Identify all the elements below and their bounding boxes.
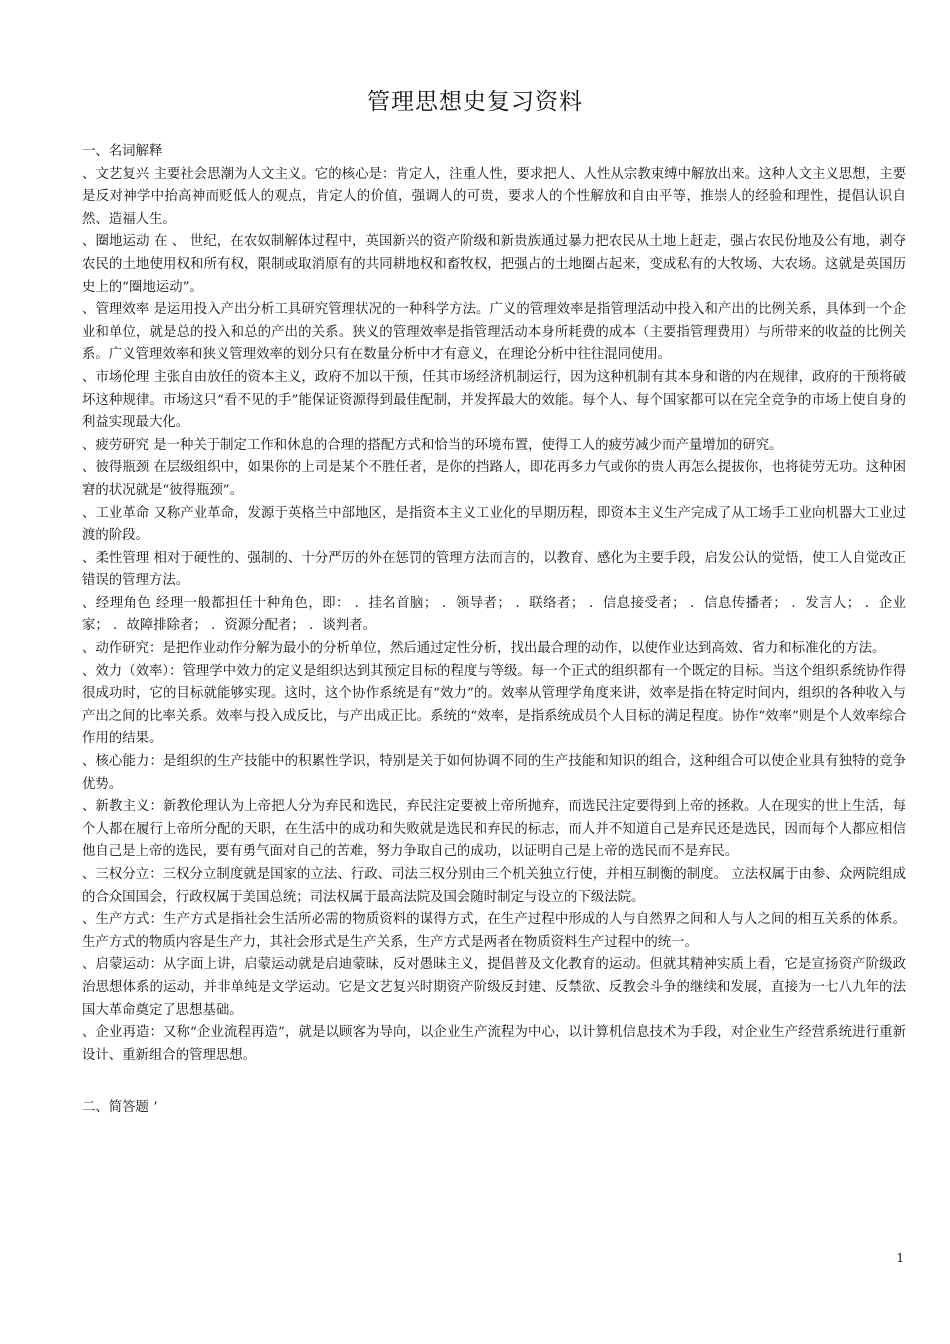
- paragraph-flexible-management: 、柔性管理 相对于硬性的、强制的、十分严厉的外在惩罚的管理方法而言的，以教育、感化为主要手段，启发公认的觉悟，使工人自觉改正错误的管理方法。: [82, 550, 906, 589]
- paragraph-enlightenment: 、启蒙运动：从字面上讲，启蒙运动就是启迪蒙昧，反对愚昧主义，提倡普及文化教育的运动。但就其精神实质上看，它是宣扬资产阶级政治思想体系的运动，并非单纯是文学运动。它是文艺复兴时期资产阶级反封建、反禁欲、反教会斗争的继续和发展，直接为一七八九年的法国大革命奠定了思想基础。: [82, 957, 906, 1018]
- paragraph-mode-of-production: 、生产方式：生产方式是指社会生活所必需的物质资料的谋得方式，在生产过程中形成的人与自然界之间和人与人之间的相互关系的体系。生产方式的物质内容是生产力，其社会形式是生产关系，生产方式是两者在物质资料生产过程中的统一。: [82, 912, 906, 950]
- section-spacer: [82, 1067, 906, 1097]
- section-heading-definitions: 一、名词解释: [82, 144, 163, 159]
- section-heading-short-answer: 二、简答题 ’: [82, 1100, 158, 1116]
- paragraph-industrial-revolution: 、工业革命 又称产业革命，发源于英格兰中部地区，是指资本主义工业化的早期历程，即资本主义生产完成了从工场手工业向机器大工业过渡的阶段。: [82, 505, 906, 544]
- paragraph-market-ethics: 、市场伦理 主张自由放任的资本主义，政府不加以干预，任其市场经济机制运行，因为这种机制有其本身和谐的内在规律，政府的干预将破坏这种规律。市场这只“看不见的手”能保证资源得到最佳配制，并发挥最大的效能。每个人、每个国家都可以在完全竞争的市场上使自身的利益实现最大化。: [82, 369, 906, 431]
- paragraph-fatigue-study: 、疲劳研究 是一种关于制定工作和休息的合理的搭配方式和恰当的环境布置，使得工人的疲劳减少而产量增加的研究。: [82, 437, 783, 453]
- paragraph-motion-study: 、动作研究：是把作业动作分解为最小的分析单位，然后通过定性分析，找出最合理的动作，以使作业达到高效、省力和标准化的方法。: [82, 641, 886, 657]
- document-body: [82, 141, 906, 1120]
- paragraph-management-efficiency: 、管理效率 是运用投入产出分析工具研究管理状况的一种科学方法。广义的管理效率是指管理活动中投入和产出的比例关系，具体到一个企业和单位，就是总的投入和总的产出的关系。狭义的管理效率是指管理活动本身所耗费的成本（主要指管理费用）与所带来的收益的比例关系。广义管理效率和狭义管理效率的划分只有在数量分析中才有意义，在理论分析中往往混同使用。: [82, 302, 906, 363]
- paragraph-peter-bottleneck: 、彼得瓶颈 在层级组织中，如果你的上司是某个不胜任者，是你的挡路人，即花再多力气或你的贵人再怎么提拔你，也将徒劳无功。这种困窘的状况就是“彼得瓶颈”。: [82, 460, 906, 498]
- paragraph-effectiveness: 、效力（效率）：管理学中效力的定义是组织达到其预定目标的程度与等级。每一个正式的组织都有一个既定的目标。当这个组织系统协作得很成功时，它的目标就能够实现。这时，这个协作系统是有“效力”的。效率从管理学角度来讲，效率是指在特定时间内，组织的各种收入与产出之间的比率关系。效率与投入成反比，与产出成正比。系统的“效率，是指系统成员个人目标的满足程度。协作“效率”则是个人效率综合作用的结果。: [82, 663, 906, 747]
- paragraph-enclosure: 、圈地运动 在 、 世纪，在农奴制解体过程中，英国新兴的资产阶级和新贵族通过暴力把农民从土地上赶走，强占农民份地及公有地，剥夺农民的土地使用权和所有权，限制或取消原有的共同耕地权和畜牧权，把强占的土地圈占起来，变成私有的大牧场、大农场。这就是英国历史上的“圈地运动”。: [82, 234, 906, 295]
- paragraph-protestantism: 、新教主义：新教伦理认为上帝把人分为弃民和选民，弃民注定要被上帝所抛弃，而选民注定要得到上帝的拯救。人在现实的世上生活，每个人都在履行上帝所分配的天职，在生活中的成功和失败就是选民和弃民的标志，而人并不知道自己是弃民还是选民，因而每个人都应相信他自己是上帝的选民，要有勇气面对自己的苦难，努力争取自己的成功，以证明自己是上帝的选民而不是弃民。: [82, 799, 906, 860]
- paragraph-separation-of-powers: 、三权分立：三权分立制度就是国家的立法、行政、司法三权分别由三个机关独立行使，并相互制衡的制度。 立法权属于由参、众两院组成的合众国国会，行政权属于美国总统；司法权属于最高法院及国会随时制定与设立的下级法院。: [82, 867, 906, 905]
- paragraph-renaissance: 、文艺复兴 主要社会思潮为人文主义。它的核心是：肯定人，注重人性，要求把人、人性从宗教束缚中解放出来。这种人文主义思想，主要是反对神学中抬高神而贬低人的观点，肯定人的价值，强调人的可贵，要求人的个性解放和自由平等，推崇人的经验和理性，提倡认识自然、造福人生。: [82, 166, 906, 227]
- paragraph-manager-roles: 、经理角色 经理一般都担任十种角色，即： ．挂名首脑； ．领导者； ．联络者； ．信息接受者； ．信息传播者； ．发言人； ．企业家； ．故障排除者； ．资源分配者； ．谈判者。: [82, 595, 906, 634]
- paragraph-business-reengineering: 、企业再造：又称“企业流程再造”，就是以顾客为导向，以企业生产流程为中心，以计算机信息技术为手段，对企业生产经营系统进行重新设计、重新组合的管理思想。: [82, 1025, 906, 1063]
- page-number: 1: [896, 1251, 904, 1265]
- document-title: 管理思想史复习资料: [367, 89, 583, 115]
- paragraph-core-competence: 、核心能力：是组织的生产技能中的积累性学识，特别是关于如何协调不同的生产技能和知识的组合，这种组合可以使企业具有独特的竞争优势。: [82, 754, 906, 792]
